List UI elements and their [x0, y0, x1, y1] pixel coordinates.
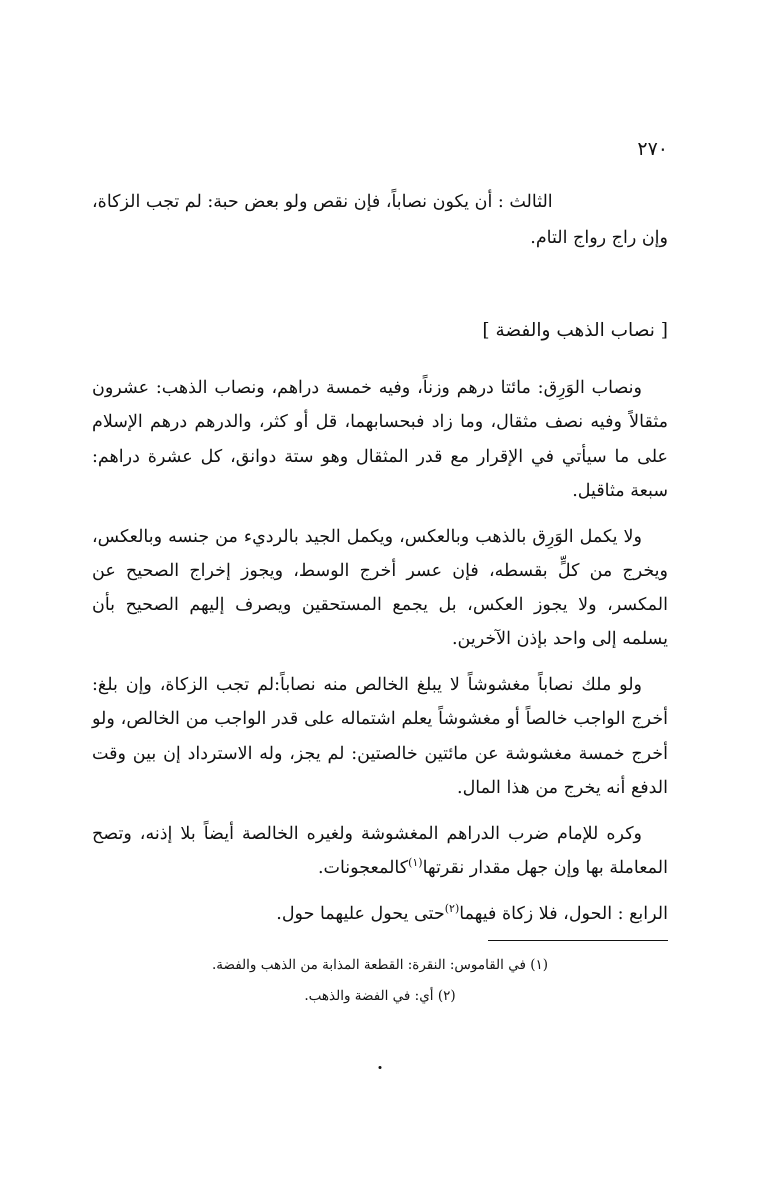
- page-ornament-dot: [379, 1066, 382, 1069]
- page-number: ٢٧٠: [637, 138, 668, 160]
- paragraph-fourth-condition-text-b: حتى يحول عليهما حول.: [276, 904, 445, 925]
- paragraph-fourth-condition: [92, 897, 668, 931]
- footnote-separator: [488, 940, 668, 941]
- footnote-marker-2[interactable]: (٢): [444, 902, 460, 916]
- page-content: [92, 185, 668, 933]
- footnote-item-2: (٢) أي: في الفضة والذهب.: [304, 988, 456, 1004]
- paragraph-adulterated-nisab: ولو ملك نصاباً مغشوشاً لا يبلغ الخالص منه نصاباً:لم تجب الزكاة، وإن بلغ: أخرج الواجب خالصاً أو مغشوشاً يعلم اشتماله على قدر الواجب من الخالص، ولو أخرج خمسة مغشوشة عن مائتين خالصتين: لم يجز، وله الاسترداد إن بين وقت الدفع أنه يخرج من هذا المال.: [92, 675, 668, 798]
- paragraph-minting-dirhams-text-a: وكره للإمام ضرب الدراهم المغشوشة ولغيره الخالصة أيضاً بلا إذنه، وتصح المعاملة بها وإن جهل مقدار نقرتها: [92, 823, 668, 878]
- paragraph-fourth-condition-text-a: الرابع : الحول، فلا زكاة فيهما: [459, 904, 668, 925]
- paragraph-nisab-silver-gold: ونصاب الوَرِق: مائتا درهم وزناً، وفيه خمسة دراهم، ونصاب الذهب: عشرون مثقالاً وفيه نصف مثقال، وما زاد فبحسابهما، قل أو كثر، والدرهم درهم الإسلام على ما سيأتي في الإقرار مع قدر المثقال وهو ستة دوانق، كل عشرة دراهم: سبعة مثاقيل.: [92, 378, 668, 501]
- paragraph-minting-dirhams-text-b: كالمعجونات.: [317, 857, 409, 878]
- paragraph-third-condition: الثالث : أن يكون نصاباً، فإن نقص ولو بعض حبة: لم تجب الزكاة،: [92, 192, 553, 212]
- paragraph-completion-rules: ولا يكمل الوَرِق بالذهب وبالعكس، ويكمل الجيد بالرديء من جنسه وبالعكس، ويخرج من كلٍّ بقسطه، فإن عسر أخرج الوسط، ويجوز إخراج الصحيح عن المكسر، ولا يجوز العكس، بل يجمع المستحقين ويصرف إليهم الصحيح بأن يسلمه إلى واحد بإذن الآخرين.: [92, 526, 668, 650]
- footnotes-area: [92, 952, 668, 1014]
- footnote-item-1: (١) في القاموس: النقرة: القطعة المذابة من الذهب والفضة.: [211, 957, 549, 973]
- section-heading-nisab: [ نصاب الذهب والفضة ]: [482, 320, 668, 342]
- footnote-marker-1[interactable]: (١): [408, 856, 423, 870]
- paragraph-minting-dirhams: [92, 817, 668, 885]
- paragraph-third-condition-continued: وإن راج رواج التام.: [530, 228, 668, 249]
